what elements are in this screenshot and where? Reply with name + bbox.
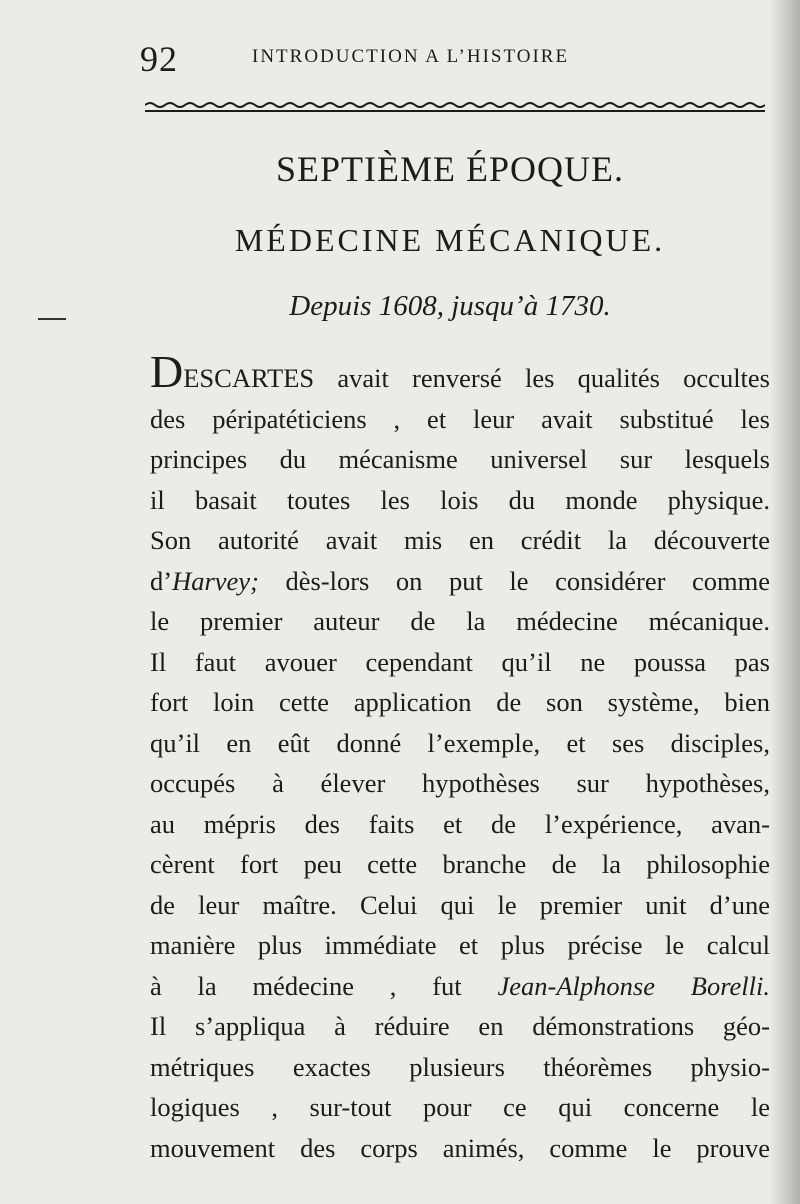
text-line: métriques exactes plusieurs théorèmes physio-	[150, 1051, 770, 1082]
text-fragment: avait renversé les qualités occultes	[314, 363, 770, 393]
text-line	[150, 561, 770, 602]
text-line: principes du mécanisme universel sur lesquels	[150, 444, 770, 474]
text-line: des péripatéticiens , et leur avait substitué les	[150, 403, 770, 434]
page-number: 92	[140, 39, 178, 79]
text-line: de leur maître. Celui qui le premier unit d’une	[150, 889, 770, 920]
italic-name: Jean-Alphonse Borelli.	[497, 970, 770, 1001]
text-line: mouvement des corps animés, comme le prouve	[150, 1132, 770, 1163]
italic-name: Harvey;	[172, 565, 259, 596]
text-line: qu’il en eût donné l’exemple, et ses disciples,	[150, 727, 770, 758]
drop-cap: D	[150, 346, 184, 397]
text-line: fort loin cette application de son système, bien	[150, 687, 770, 717]
text-line: le premier auteur de la médecine mécanique.	[150, 606, 770, 636]
author-name-small-caps: ESCARTES	[183, 363, 315, 393]
text-line: logiques , sur-tout pour ce qui concerne le	[150, 1092, 770, 1122]
body-paragraph	[150, 346, 770, 1168]
date-prefix: Depuis	[289, 290, 379, 322]
text-line: il basait toutes les lois du monde physique.	[150, 484, 770, 515]
running-head: INTRODUCTION A L’HISTOIRE	[252, 46, 570, 67]
page-header	[140, 38, 760, 78]
section-subtitle: MÉDECINE MÉCANIQUE.	[234, 222, 666, 258]
date-separator: ,	[436, 290, 452, 322]
text-line	[150, 346, 770, 399]
text-line: cèrent fort peu cette branche de la philosophie	[150, 849, 770, 879]
date-middle: jusqu’à	[451, 290, 546, 322]
ornamental-rule	[145, 100, 765, 114]
date-to: 1730.	[545, 290, 611, 322]
text-line: occupés à élever hypothèses sur hypothèses,	[150, 768, 770, 798]
text-line: manière plus immédiate et plus précise le calcul	[150, 930, 770, 960]
date-from: 1608	[378, 290, 437, 322]
text-line: Son autorité avait mis en crédit la découverte	[150, 525, 770, 555]
text-line: au mépris des faits et de l’expérience, avan-	[150, 808, 770, 839]
text-fragment: dès-lors on put le considérer comme	[258, 565, 770, 596]
text-fragment: à la médecine , fut	[150, 970, 498, 1001]
date-range	[140, 290, 760, 323]
text-line: Il faut avouer cependant qu’il ne poussa pas	[150, 646, 770, 677]
text-fragment: d’	[150, 565, 173, 596]
text-line	[150, 966, 770, 1007]
page-edge-shadow	[770, 0, 800, 1204]
section-title: SEPTIÈME ÉPOQUE.	[276, 149, 624, 189]
margin-mark	[38, 318, 66, 320]
text-line: Il s’appliqua à réduire en démonstrations géo-	[150, 1011, 770, 1041]
